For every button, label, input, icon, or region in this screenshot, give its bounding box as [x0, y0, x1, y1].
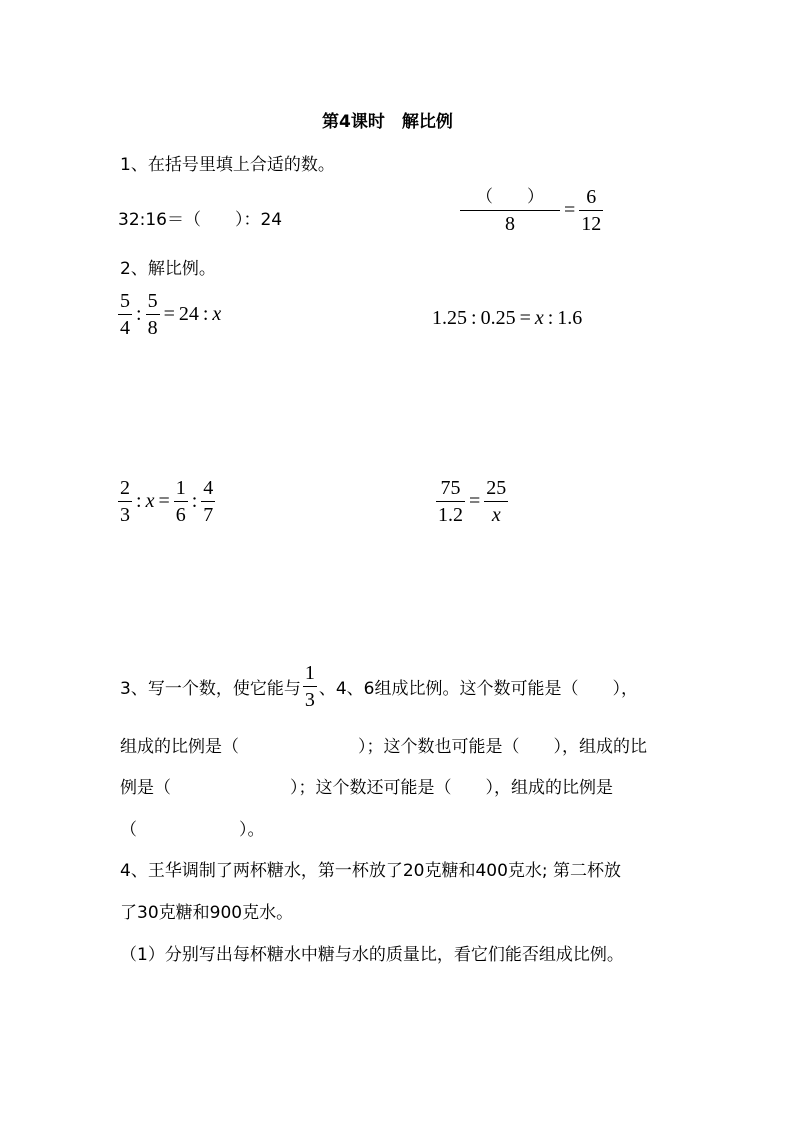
q2-equation-a: $\frac{5}{4}$ : $\frac{5}{8}$ = 24 : x	[120, 290, 222, 339]
q3-line2: 组成的比例是（ ）；这个数也可能是（ ），组成的比	[120, 737, 647, 757]
q1-left-equation: 32:16＝（ ）：24	[118, 210, 283, 230]
page-title: 第4课时 解比例	[322, 112, 453, 132]
q2-heading: 2、解比例。	[120, 259, 216, 279]
q1-heading: 1、在括号里填上合适的数。	[120, 155, 335, 175]
q4-subquestion-1: （1）分别写出每杯糖水中糖与水的质量比，看它们能否组成比例。	[120, 945, 624, 965]
q1-fraction-blank: $\frac{( )}{8}$	[460, 184, 560, 237]
q2-equation-c: $\frac{2}{3}$ : x = $\frac{1}{6}$ : $\frac{4}{7}$	[120, 477, 214, 526]
q3-line1: 3、写一个数，使它能与 $\frac{1}{3}$ 、4、6组成比例。这个数可能是（ ），	[120, 662, 638, 711]
q1-right-equation: $\frac{( )}{8}$ = $\frac{6}{12}$	[460, 184, 603, 237]
q1-blank[interactable]: （ ）	[476, 187, 544, 207]
q3-line4: （ ）。	[120, 820, 265, 840]
q2-equation-d: $\frac{75}{1.2}$ = $\frac{25}{x}$	[438, 477, 507, 526]
q3-line3: 例是（ ）；这个数还可能是（ ），组成的比例是	[120, 778, 613, 798]
q4-line2: 了30克糖和900克水。	[120, 903, 294, 923]
q1-fraction-6-12: $\frac{6}{12}$	[581, 186, 602, 235]
q4-line1: 4、王华调制了两杯糖水，第一杯放了20克糖和400克水; 第二杯放	[120, 861, 622, 881]
q3-fraction: $\frac{1}{3}$	[304, 662, 315, 711]
q2-equation-b: 1.25 : 0.25 = x : 1.6	[432, 307, 583, 329]
